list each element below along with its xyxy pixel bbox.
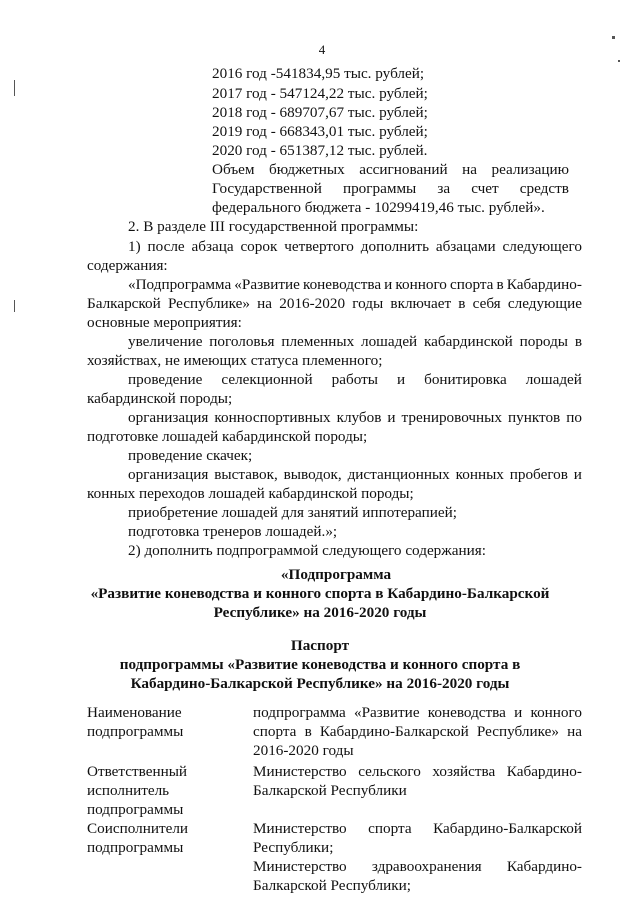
subprogram-heading-line-1: «Подпрограмма <box>280 566 392 583</box>
item2: 2) дополнить подпрограммой следующего содержания: <box>128 542 486 559</box>
measure-7: подготовка тренеров лошадей.»; <box>128 523 338 540</box>
subprogram-heading-line-2: «Развитие коневодства и конного спорта в Кабардино-Балкарской <box>90 585 550 602</box>
measure-4: проведение скачек; <box>128 447 253 464</box>
year-line: 2020 год - 651387,12 тыс. рублей. <box>212 142 428 159</box>
year-line: 2019 год - 668343,01 тыс. рублей; <box>212 123 428 140</box>
quote-line-1: «Подпрограмма «Развитие коневодства и конного спорта в Кабардино- <box>128 276 582 293</box>
page-number: 4 <box>318 42 326 57</box>
passport-heading-line-2: подпрограммы «Развитие коневодства и конного спорта в <box>119 656 521 673</box>
passport-label: Наименование <box>87 704 182 721</box>
section2-intro: 2. В разделе III государственной программы: <box>128 218 419 235</box>
quote-line-2: Балкарской Республике» на 2016-2020 годы включает в себя следующие <box>87 295 582 312</box>
measure-1-line-2: хозяйствах, не имеющих статуса племенного; <box>87 352 383 369</box>
passport-value-line: Республики; <box>253 839 334 856</box>
passport-label: исполнитель <box>87 782 170 799</box>
scan-mark <box>14 80 15 96</box>
passport-label: подпрограммы <box>87 723 184 740</box>
passport-label: Ответственный <box>87 763 188 780</box>
measure-3-line-2: подготовке лошадей кабардинской породы; <box>87 428 368 445</box>
volume-line-3: федерального бюджета - 10299419,46 тыс. рублей». <box>212 199 545 216</box>
passport-label: Соисполнители <box>87 820 189 837</box>
passport-value-line: Министерство здравоохранения Кабардино- <box>253 858 582 875</box>
passport-label: подпрограммы <box>87 839 184 856</box>
item1-line-1: 1) после абзаца сорок четвертого дополнить абзацами следующего <box>128 238 582 255</box>
passport-value-line: подпрограмма «Развитие коневодства и конного <box>253 704 582 721</box>
volume-line-2: Государственной программы за счет средств <box>212 180 569 197</box>
passport-value-line: Балкарской Республики; <box>253 877 411 894</box>
item1-line-2: содержания: <box>87 257 168 274</box>
scan-mark <box>612 36 615 39</box>
scan-mark <box>618 60 620 62</box>
passport-value-line: 2016-2020 годы <box>253 742 354 759</box>
measure-5-line-2: конных переходов лошадей кабардинской породы; <box>87 485 414 502</box>
passport-heading-line-1: Паспорт <box>290 637 350 654</box>
measure-1-line-1: увеличение поголовья племенных лошадей кабардинской породы в <box>128 333 582 350</box>
measure-6: приобретение лошадей для занятий иппотерапией; <box>128 504 457 521</box>
scan-mark <box>14 300 15 312</box>
quote-line-3: основные мероприятия: <box>87 314 242 331</box>
measure-5-line-1: организация выставок, выводок, дистанционных конных пробегов и <box>128 466 582 483</box>
measure-2-line-2: кабардинской породы; <box>87 390 233 407</box>
year-line: 2017 год - 547124,22 тыс. рублей; <box>212 85 428 102</box>
passport-value-line: спорта в Кабардино-Балкарской Республике» на <box>253 723 582 740</box>
measure-2-line-1: проведение селекционной работы и бонитировка лошадей <box>128 371 582 388</box>
measure-3-line-1: организация конноспортивных клубов и тренировочных пунктов по <box>128 409 582 426</box>
passport-label: подпрограммы <box>87 801 184 818</box>
year-line: 2018 год - 689707,67 тыс. рублей; <box>212 104 428 121</box>
passport-value-line: Министерство сельского хозяйства Кабардино- <box>253 763 582 780</box>
year-line: 2016 год -541834,95 тыс. рублей; <box>212 65 425 82</box>
subprogram-heading-line-3: Республике» на 2016-2020 годы <box>213 604 427 621</box>
passport-value-line: Балкарской Республики <box>253 782 407 799</box>
volume-line-1: Объем бюджетных ассигнований на реализацию <box>212 161 569 178</box>
passport-heading-line-3: Кабардино-Балкарской Республике» на 2016-2020 годы <box>130 675 510 692</box>
passport-value-line: Министерство спорта Кабардино-Балкарской <box>253 820 582 837</box>
